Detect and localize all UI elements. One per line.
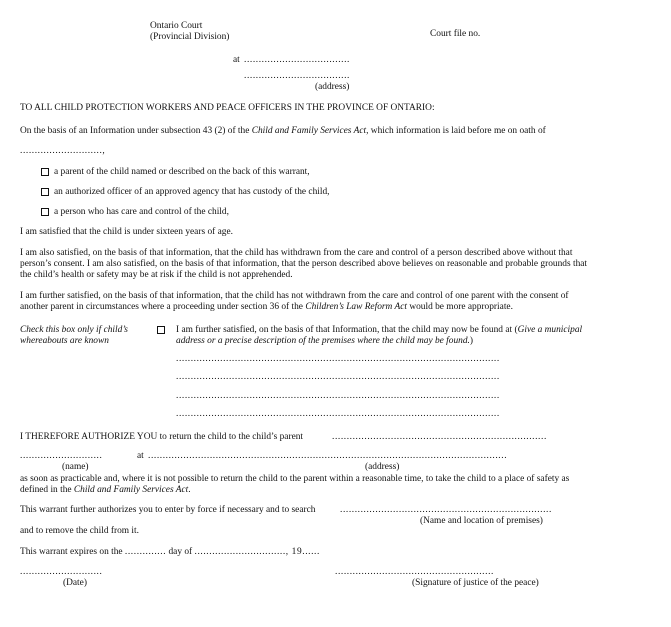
withdrawal-paragraph-line-2: person’s consent. I am also satisfied, on the basis of that information, that the person described above believes on reasonable and probable grounds that [20,259,588,269]
whereabouts-statement-line-2: address or a precise description of the premises where the child may be found.) [176,336,473,346]
parent-option-label: a parent of the child named or described on the back of this warrant, [54,167,310,177]
consent-paragraph-line-2: another parent in circumstances where a proceeding under section 36 of the Children’s Law Reform Act would be more appropriate. [20,302,513,312]
date-caption: (Date) [63,578,87,588]
return-address-field[interactable]: .......................................................................................................................... [148,451,508,461]
at-label: at [233,55,240,65]
signature-caption: (Signature of justice of the peace) [412,578,539,588]
whereabouts-checkbox[interactable] [157,326,165,334]
consent-paragraph-line-1: I am further satisfied, on the basis of that information, that the child has not withdrawn from the care and control of one parent with the consent of [20,291,569,301]
premises-caption: (Name and location of premises) [420,516,543,526]
age-statement: I am satisfied that the child is under sixteen years of age. [20,227,233,237]
side-note-line-1: Check this box only if child’s [20,325,128,335]
court-file-number-label: Court file no. [430,29,481,39]
court-location-field[interactable]: .................................... [244,55,350,65]
practicable-line-2: defined in the Child and Family Services Act. [20,485,191,495]
remove-child-statement: and to remove the child from it. [20,526,139,536]
parent-name-field[interactable]: ......................................................................... [332,432,547,442]
whereabouts-line-1[interactable]: .............................................................................................................. [176,354,500,364]
address-caption-2: (address) [365,462,400,472]
whereabouts-line-3[interactable]: .............................................................................................................. [176,391,500,401]
court-name: Ontario Court [150,21,203,31]
agency-officer-option-label: an authorized officer of an approved agency that has custody of the child, [54,187,330,197]
court-division: (Provincial Division) [150,32,230,42]
date-field[interactable]: ............................ [20,567,103,577]
expiry-year-field[interactable]: , 19...... [285,547,320,557]
salutation: TO ALL CHILD PROTECTION WORKERS AND PEACE OFFICERS IN THE PROVINCE OF ONTARIO: [20,103,435,113]
name-caption: (name) [62,462,89,472]
whereabouts-line-2[interactable]: .............................................................................................................. [176,372,500,382]
whereabouts-statement-line-1: I am further satisfied, on the basis of that Information, that the child may now be found at (Give a municipal [176,325,583,335]
expiry-month-field[interactable]: ............................... [194,547,286,557]
withdrawal-paragraph-line-3: the child’s health or safety may be at risk if the child is not apprehended. [20,270,293,280]
authorize-statement: I THEREFORE AUTHORIZE YOU to return the child to the child’s parent [20,432,304,442]
care-control-checkbox[interactable] [41,208,49,216]
court-address-field[interactable]: .................................... [244,71,350,81]
practicable-line-1: as soon as practicable and, where it is not possible to return the child to the parent within a reasonable time, to take the child to a place of safety as [20,474,570,484]
expiry-day-field[interactable]: .............. [124,547,167,557]
parent-checkbox[interactable] [41,168,49,176]
address-caption: (address) [315,82,350,92]
signature-field[interactable]: ...................................................... [335,567,494,577]
agency-officer-checkbox[interactable] [41,188,49,196]
return-name-field[interactable]: ............................ [20,451,103,461]
premises-field[interactable]: ........................................................................ [340,505,552,515]
care-control-option-label: a person who has care and control of the child, [54,207,229,217]
expiry-statement: This warrant expires on the .............. day of ..............................., 19...... [20,547,320,557]
withdrawal-paragraph-line-1: I am also satisfied, on the basis of that information, that the child has withdrawn from the care and control of a person described above without that [20,248,573,258]
whereabouts-line-4[interactable]: .............................................................................................................. [176,409,500,419]
intro-paragraph: On the basis of an Information under subsection 43 (2) of the Child and Family Services Act, which information is laid before me on oath of [20,126,546,136]
at-label-2: at [137,451,144,461]
side-note-line-2: whereabouts are known [20,336,109,346]
search-authorization: This warrant further authorizes you to enter by force if necessary and to search [20,505,316,515]
oath-name-field[interactable]: ............................, [20,146,106,156]
